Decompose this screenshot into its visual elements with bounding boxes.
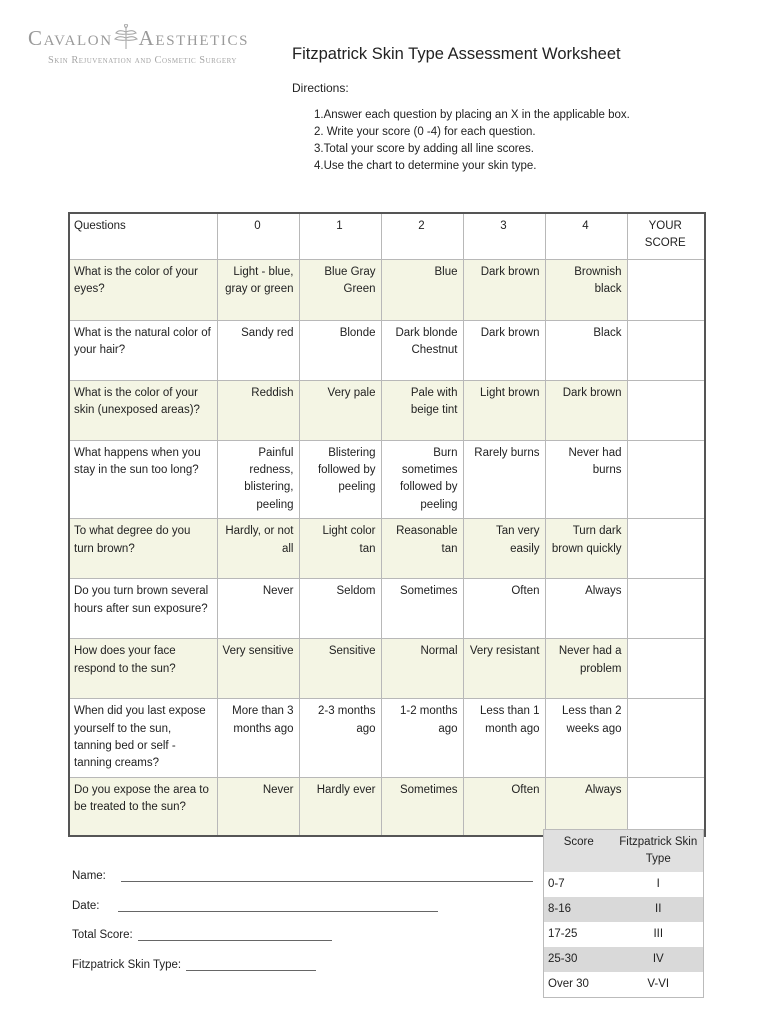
answer-cell[interactable]: Blue (381, 259, 463, 320)
answer-cell[interactable]: Often (463, 777, 545, 836)
answer-cell[interactable]: Less than 2 weeks ago (545, 699, 627, 778)
chart-score-range: 17-25 (548, 928, 578, 940)
question-cell: Do you turn brown several hours after sun exposure? (69, 579, 217, 639)
score-cell[interactable] (627, 639, 705, 699)
question-cell: Do you expose the area to be treated to the sun? (69, 777, 217, 836)
skin-type-field (72, 957, 316, 971)
answer-cell[interactable]: Very sensitive (217, 639, 299, 699)
answer-cell[interactable]: Turn dark brown quickly (545, 519, 627, 579)
score-cell[interactable] (627, 320, 705, 380)
table-row (69, 380, 705, 440)
skin-type-chart (543, 829, 704, 998)
answer-cell[interactable]: Dark brown (463, 320, 545, 380)
logo-name-left: Cavalon (28, 26, 113, 50)
date-label: Date: (72, 900, 100, 912)
direction-step: 2. Write your score (0 -4) for each question. (314, 126, 536, 138)
assessment-table (68, 212, 706, 837)
chart-header-row (544, 830, 704, 873)
answer-cell[interactable]: Rarely burns (463, 440, 545, 519)
answer-cell[interactable]: More than 3 months ago (217, 699, 299, 778)
question-cell: When did you last expose yourself to the sun, tanning bed or self - tanning creams? (69, 699, 217, 778)
answer-cell[interactable]: Never (217, 777, 299, 836)
chart-skin-type: IV (614, 947, 704, 972)
date-input-line[interactable] (118, 898, 438, 912)
logo-wordmark (28, 24, 268, 51)
directions-list (314, 107, 630, 175)
name-label: Name: (72, 870, 106, 882)
skin-type-label: Fitzpatrick Skin Type: (72, 959, 182, 971)
chart-skin-type: III (653, 928, 664, 940)
chart-row (544, 897, 704, 922)
table-row (69, 639, 705, 699)
answer-cell[interactable]: Painful redness, blistering, peeling (217, 440, 299, 519)
answer-cell[interactable]: Sometimes (381, 777, 463, 836)
directions-label: Directions: (292, 81, 349, 95)
leaf-icon (114, 24, 138, 50)
logo-name-right: Aesthetics (138, 26, 250, 50)
answer-cell[interactable]: Light color tan (299, 519, 381, 579)
chart-row (544, 872, 704, 897)
total-score-input-line[interactable] (138, 927, 332, 941)
answer-cell[interactable]: Reasonable tan (381, 519, 463, 579)
question-cell: How does your face respond to the sun? (69, 639, 217, 699)
chart-header-skin-type: Fitzpatrick Skin Type (614, 830, 704, 873)
chart-skin-type: I (656, 878, 660, 890)
logo (28, 24, 268, 74)
answer-cell[interactable]: 1-2 months ago (381, 699, 463, 778)
score-cell[interactable] (627, 777, 705, 836)
table-row (69, 777, 705, 836)
answer-cell[interactable]: Light - blue, gray or green (217, 259, 299, 320)
answer-cell[interactable]: Blue Gray Green (299, 259, 381, 320)
total-score-field (72, 927, 332, 941)
answer-cell[interactable]: 2-3 months ago (299, 699, 381, 778)
table-row (69, 699, 705, 778)
chart-score-range: 25-30 (544, 947, 614, 972)
header-score-2: 2 (381, 213, 463, 259)
chart-row (544, 947, 704, 972)
answer-cell[interactable]: Never had a problem (545, 639, 627, 699)
header-score-4: 4 (545, 213, 627, 259)
table-row (69, 519, 705, 579)
direction-step: 1.Answer each question by placing an X in the applicable box. (314, 109, 630, 121)
score-cell[interactable] (627, 519, 705, 579)
chart-header-score: Score (544, 830, 614, 873)
page-title: Fitzpatrick Skin Type Assessment Worksheet (292, 45, 621, 63)
answer-cell[interactable]: Always (545, 579, 627, 639)
answer-cell[interactable]: Dark brown (463, 259, 545, 320)
question-cell: What is the color of your eyes? (69, 259, 217, 320)
score-cell[interactable] (627, 699, 705, 778)
answer-cell[interactable]: Normal (381, 639, 463, 699)
answer-cell[interactable]: Very pale (299, 380, 381, 440)
answer-cell[interactable]: Often (463, 579, 545, 639)
answer-cell[interactable]: Burn sometimes followed by peeling (381, 440, 463, 519)
answer-cell[interactable]: Blonde (299, 320, 381, 380)
score-cell[interactable] (627, 579, 705, 639)
question-cell: To what degree do you turn brown? (69, 519, 217, 579)
answer-cell[interactable]: Sensitive (299, 639, 381, 699)
chart-score-range: 0-7 (548, 878, 565, 890)
chart-skin-type: II (614, 897, 704, 922)
answer-cell[interactable]: Pale with beige tint (381, 380, 463, 440)
name-input-line[interactable] (121, 868, 533, 882)
question-cell: What is the natural color of your hair? (69, 320, 217, 380)
header-score-0: 0 (217, 213, 299, 259)
answer-cell[interactable]: Never (217, 579, 299, 639)
answer-cell[interactable]: Always (545, 777, 627, 836)
question-cell: What happens when you stay in the sun too long? (69, 440, 217, 519)
answer-cell[interactable]: Black (545, 320, 627, 380)
table-header-row (69, 213, 705, 259)
table-row (69, 259, 705, 320)
header-questions: Questions (69, 213, 217, 259)
score-cell[interactable] (627, 440, 705, 519)
chart-score-range: Over 30 (548, 978, 589, 990)
direction-step: 3.Total your score by adding all line scores. (314, 143, 534, 155)
chart-skin-type: V-VI (647, 978, 670, 990)
answer-cell[interactable]: Blistering followed by peeling (299, 440, 381, 519)
score-cell[interactable] (627, 380, 705, 440)
answer-cell[interactable]: Seldom (299, 579, 381, 639)
date-field (72, 898, 438, 912)
header-score-1: 1 (299, 213, 381, 259)
chart-row (544, 922, 704, 947)
total-score-label: Total Score: (72, 929, 133, 941)
skin-type-input-line[interactable] (186, 957, 316, 971)
answer-cell[interactable]: Light brown (463, 380, 545, 440)
direction-step: 4.Use the chart to determine your skin type. (314, 160, 537, 172)
score-cell[interactable] (627, 259, 705, 320)
header-your-score: YOUR SCORE (627, 213, 705, 259)
answer-cell[interactable]: Sometimes (381, 579, 463, 639)
table-row (69, 440, 705, 519)
chart-row (544, 972, 704, 998)
table-row (69, 579, 705, 639)
answer-cell[interactable]: Dark brown (545, 380, 627, 440)
name-field (72, 868, 533, 882)
answer-cell[interactable]: Hardly, or not all (217, 519, 299, 579)
logo-tagline: Skin Rejuvenation and Cosmetic Surgery (48, 55, 237, 66)
answer-cell[interactable]: Very resistant (463, 639, 545, 699)
chart-score-range: 8-16 (544, 897, 614, 922)
answer-cell[interactable]: Less than 1 month ago (463, 699, 545, 778)
table-row (69, 320, 705, 380)
answer-cell[interactable]: Never had burns (545, 440, 627, 519)
question-cell: What is the color of your skin (unexposed areas)? (69, 380, 217, 440)
answer-cell[interactable]: Tan very easily (463, 519, 545, 579)
answer-cell[interactable]: Reddish (217, 380, 299, 440)
answer-cell[interactable]: Hardly ever (299, 777, 381, 836)
answer-cell[interactable]: Brownish black (545, 259, 627, 320)
answer-cell[interactable]: Dark blonde Chestnut (381, 320, 463, 380)
header-score-3: 3 (463, 213, 545, 259)
answer-cell[interactable]: Sandy red (217, 320, 299, 380)
